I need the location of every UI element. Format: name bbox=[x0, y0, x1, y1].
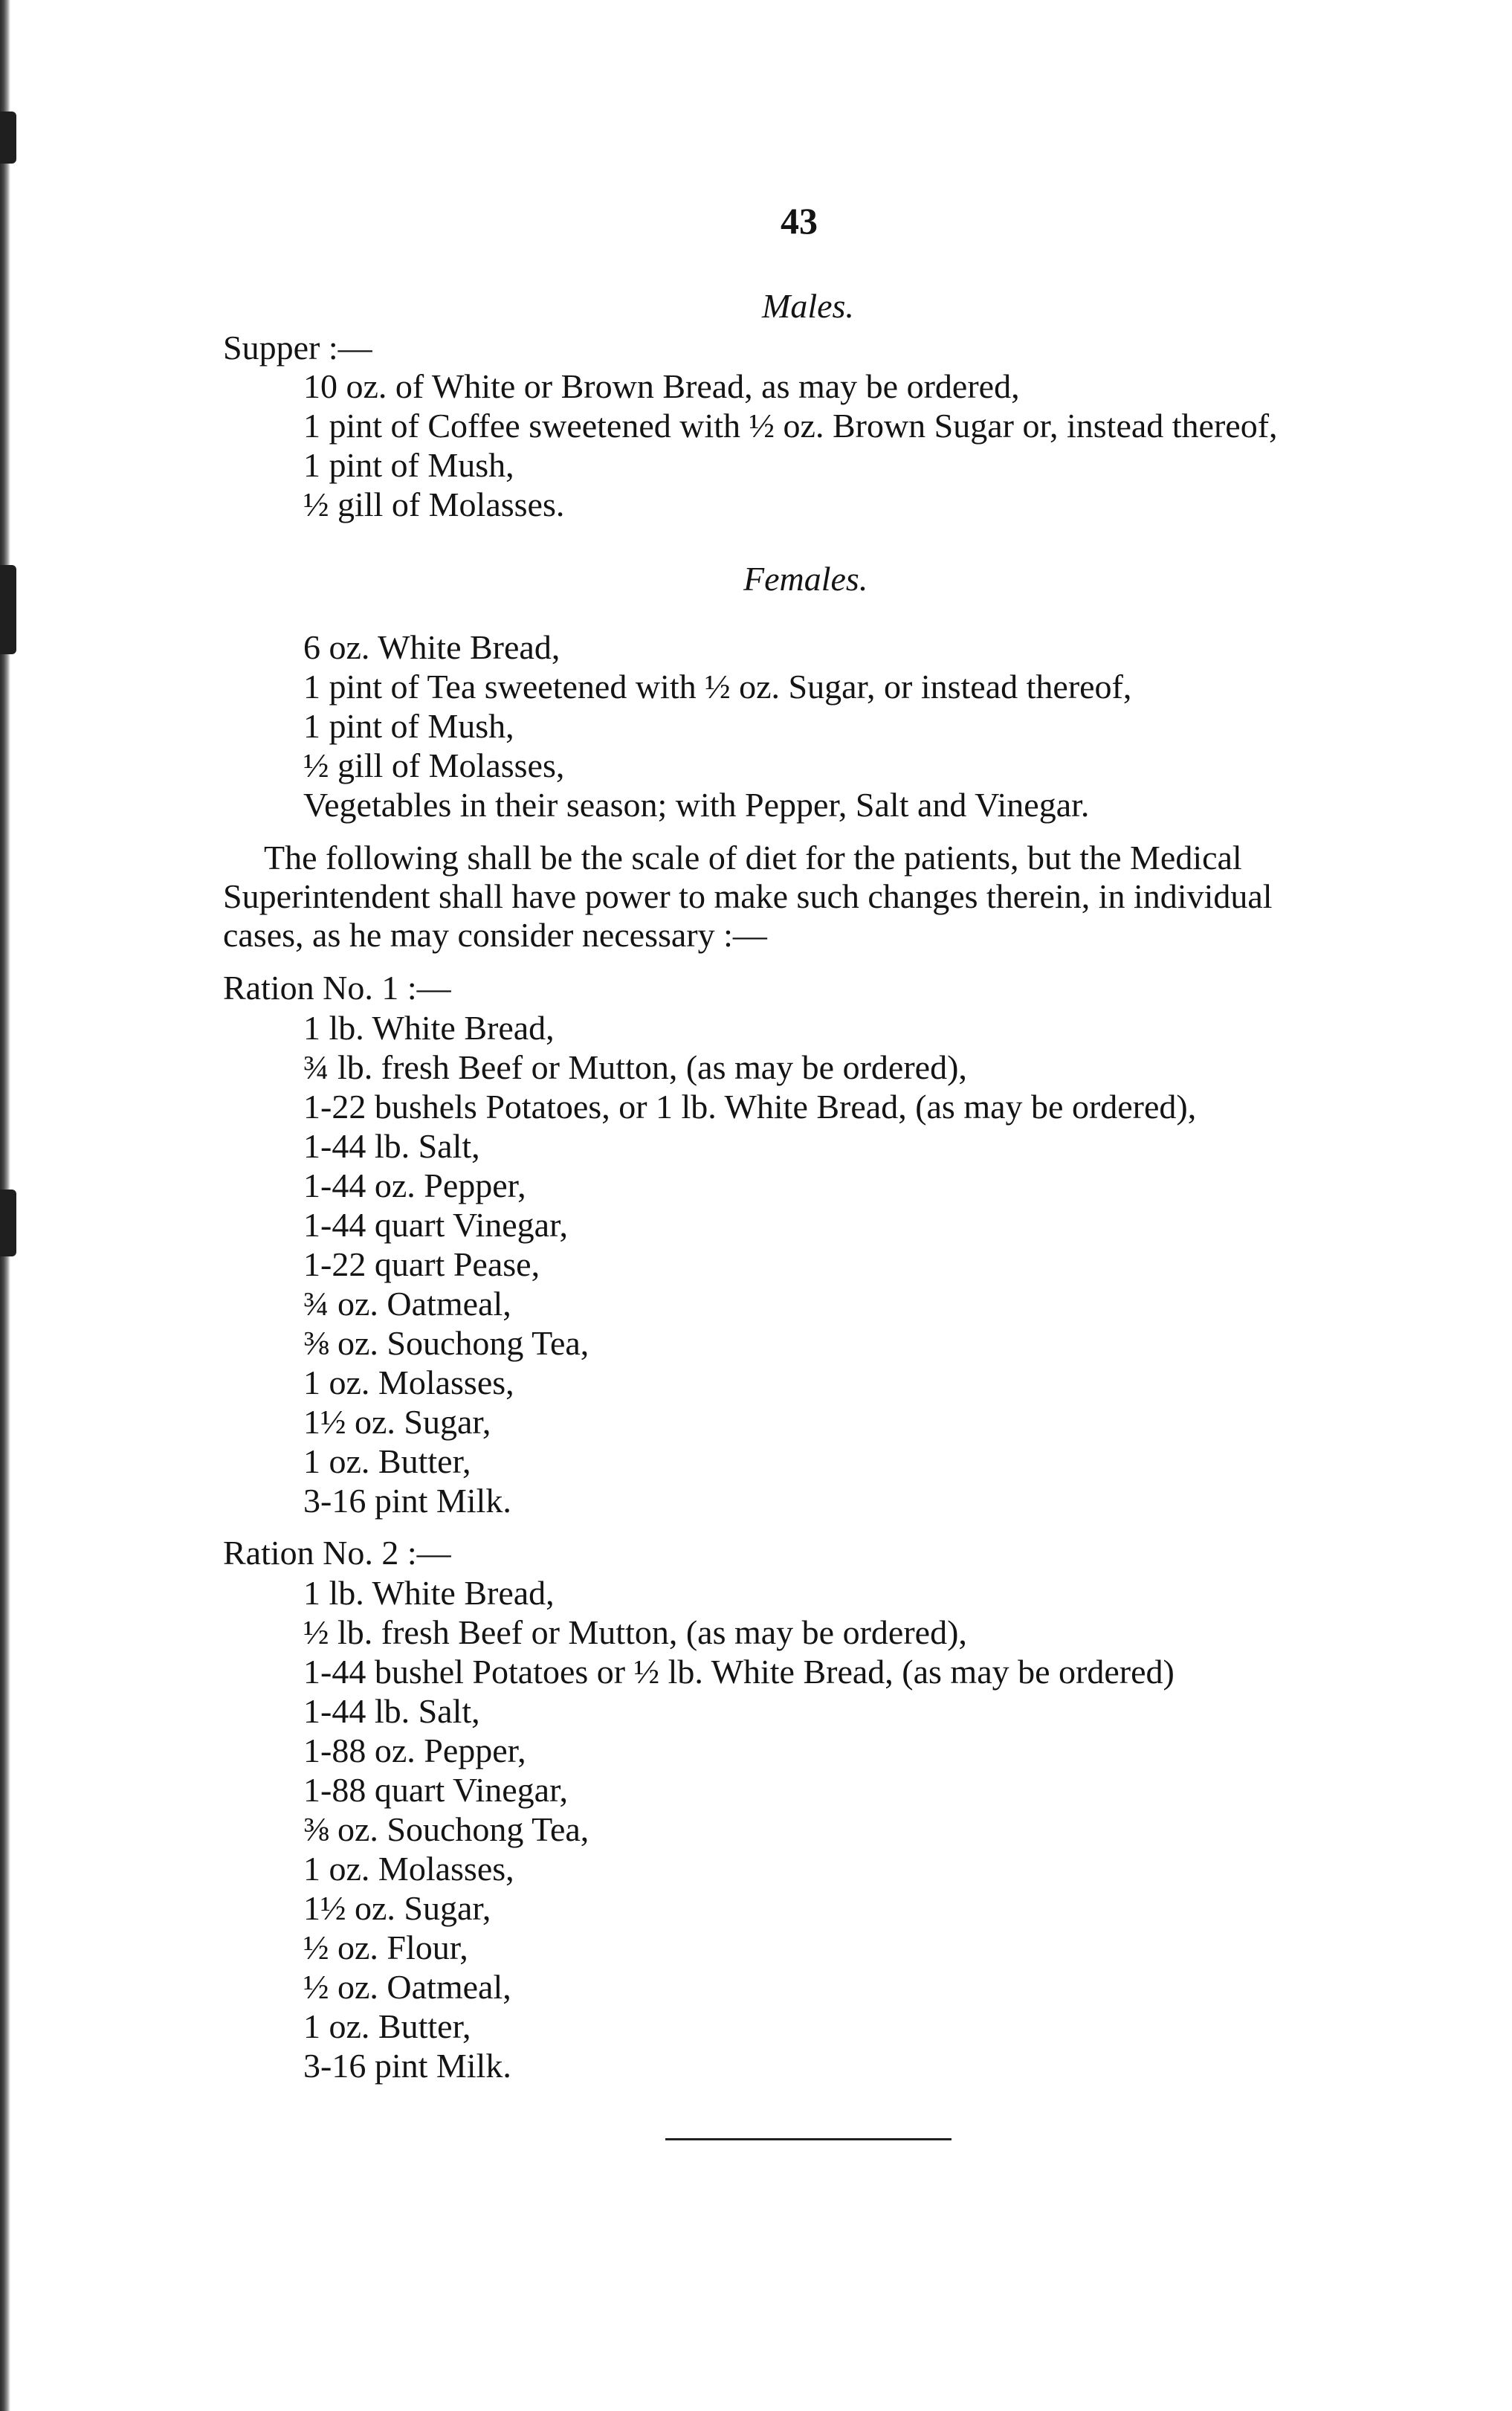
ration-2-item: 1-44 lb. Salt, bbox=[303, 1692, 480, 1730]
ration-1-item: 1-44 lb. Salt, bbox=[303, 1127, 480, 1165]
ration-1-item: ⅜ oz. Souchong Tea, bbox=[303, 1324, 589, 1362]
ration-1-item: 1½ oz. Sugar, bbox=[303, 1403, 491, 1441]
ration-2-item: 1 oz. Molasses, bbox=[303, 1850, 514, 1888]
ration-1-item: 1 lb. White Bread, bbox=[303, 1009, 555, 1047]
ration-1-item: 1-44 oz. Pepper, bbox=[303, 1166, 526, 1204]
ration-1-item: 1 oz. Molasses, bbox=[303, 1363, 514, 1401]
ration-2-item: 1-44 bushel Potatoes or ½ lb. White Bread, (as may be ordered) bbox=[303, 1653, 1175, 1691]
ration-1-item: 1-22 bushels Potatoes, or 1 lb. White Bread, (as may be ordered), bbox=[303, 1088, 1197, 1126]
ration-1-item: 1 oz. Butter, bbox=[303, 1442, 471, 1480]
ration-1-item: 3-16 pint Milk. bbox=[303, 1482, 511, 1520]
supper-female-item: 6 oz. White Bread, bbox=[303, 628, 560, 666]
intro-paragraph-line: The following shall be the scale of diet for the patients, but the Medical bbox=[264, 839, 1242, 877]
ration-2-item: ½ oz. Flour, bbox=[303, 1929, 468, 1966]
heading-males: Males. bbox=[762, 287, 854, 325]
heading-females: Females. bbox=[743, 560, 868, 598]
ration-1-item: ¾ lb. fresh Beef or Mutton, (as may be ordered), bbox=[303, 1048, 967, 1086]
ration-1-item: ¾ oz. Oatmeal, bbox=[303, 1285, 511, 1323]
ration-2-item: 1-88 quart Vinegar, bbox=[303, 1771, 569, 1809]
supper-female-item: Vegetables in their season; with Pepper, Salt and Vinegar. bbox=[303, 786, 1090, 824]
intro-paragraph-line: Superintendent shall have power to make such changes therein, in individual bbox=[223, 877, 1273, 915]
ration-2-label: Ration No. 2 :— bbox=[223, 1534, 451, 1572]
ration-1-label: Ration No. 1 :— bbox=[223, 969, 451, 1007]
ration-2-item: 1 oz. Butter, bbox=[303, 2007, 471, 2045]
binding-mark bbox=[0, 565, 16, 654]
ration-1-item: 1-44 quart Vinegar, bbox=[303, 1206, 569, 1244]
ration-2-item: ½ lb. fresh Beef or Mutton, (as may be ordered), bbox=[303, 1613, 967, 1651]
supper-male-item: 1 pint of Mush, bbox=[303, 446, 514, 484]
closing-rule bbox=[665, 2138, 952, 2140]
ration-2-item: ⅜ oz. Souchong Tea, bbox=[303, 1810, 589, 1848]
ration-2-item: ½ oz. Oatmeal, bbox=[303, 1968, 511, 2006]
ration-2-item: 3-16 pint Milk. bbox=[303, 2047, 511, 2085]
page-number: 43 bbox=[781, 200, 818, 242]
ration-2-item: 1½ oz. Sugar, bbox=[303, 1889, 491, 1927]
supper-male-item: 1 pint of Coffee sweetened with ½ oz. Brown Sugar or, instead thereof, bbox=[303, 407, 1278, 445]
intro-paragraph-line: cases, as he may consider necessary :— bbox=[223, 916, 767, 954]
binding-mark bbox=[0, 1190, 16, 1256]
supper-female-item: 1 pint of Mush, bbox=[303, 707, 514, 745]
supper-female-item: 1 pint of Tea sweetened with ½ oz. Sugar, or instead thereof, bbox=[303, 668, 1132, 706]
supper-label: Supper :— bbox=[223, 329, 372, 367]
ration-2-item: 1 lb. White Bread, bbox=[303, 1574, 555, 1612]
ration-1-item: 1-22 quart Pease, bbox=[303, 1245, 540, 1283]
supper-male-item: ½ gill of Molasses. bbox=[303, 485, 565, 523]
supper-female-item: ½ gill of Molasses, bbox=[303, 746, 565, 784]
binding-mark bbox=[0, 112, 16, 164]
ration-2-item: 1-88 oz. Pepper, bbox=[303, 1731, 526, 1769]
supper-male-item: 10 oz. of White or Brown Bread, as may be ordered, bbox=[303, 367, 1020, 405]
